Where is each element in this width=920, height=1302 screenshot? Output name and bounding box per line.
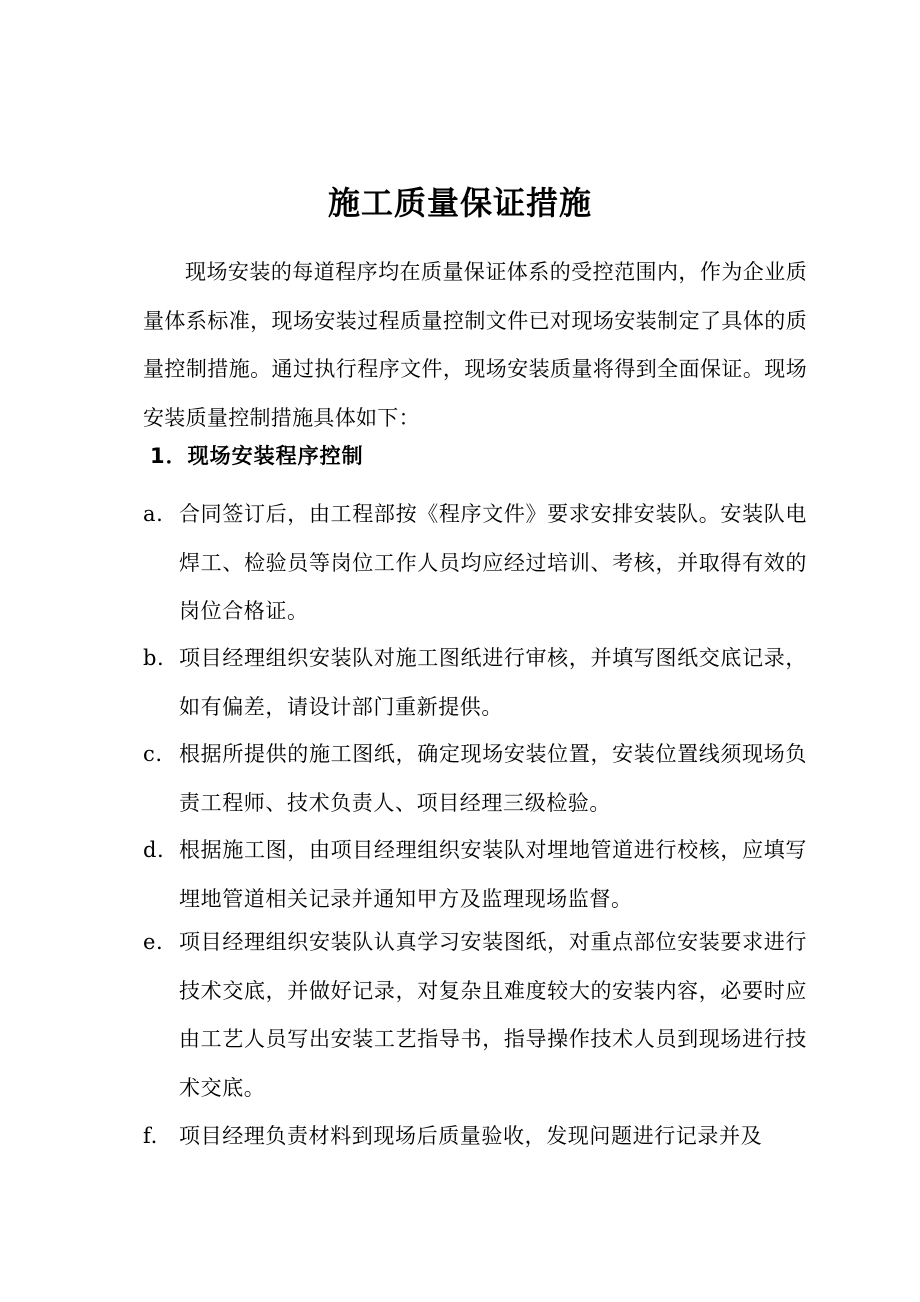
- intro-paragraph: 现场安装的每道程序均在质量保证体系的受控范围内，作为企业质量体系标准，现场安装过程质量控制文件已对现场安装制定了具体的质量控制措施。通过执行程序文件，现场安装质量将得到全面保证。现场安装质量控制措施具体如下：: [143, 260, 807, 430]
- list-item-text: 合同签订后，由工程部按《程序文件》要求安排安装队。安装队电焊工、检验员等岗位工作人员均应经过培训、考核，并取得有效的岗位合格证。: [179, 502, 807, 623]
- list-item: [143, 918, 807, 1112]
- list-item: [143, 730, 807, 827]
- list-item-text: 项目经理组织安装队认真学习安装图纸，对重点部位安装要求进行技术交底，并做好记录，对复杂且难度较大的安装内容，必要时应由工艺人员写出安装工艺指导书，指导操作技术人员到现场进行技术交底。: [179, 930, 807, 1100]
- list-item-text: 项目经理负责材料到现场后质量验收，发现问题进行记录并及: [179, 1124, 763, 1148]
- list-item-label: d.: [143, 838, 165, 862]
- list-item-label: a.: [143, 502, 164, 526]
- list-item: [143, 1112, 807, 1161]
- list-item: [143, 490, 807, 636]
- list-item-text: 根据施工图，由项目经理组织安装队对埋地管道进行校核，应填写埋地管道相关记录并通知甲方及监理现场监督。: [179, 838, 807, 911]
- section-heading: 1．现场安装程序控制: [150, 444, 364, 468]
- page-title: 施工质量保证措施: [327, 184, 592, 222]
- list-item-label: e.: [143, 930, 164, 954]
- list-item: [143, 826, 807, 923]
- list-item-label: f.: [143, 1124, 158, 1148]
- list-item-label: b.: [143, 646, 165, 670]
- list-item: [143, 634, 807, 731]
- list-item-text: 根据所提供的施工图纸，确定现场安装位置，安装位置线须现场负责工程师、技术负责人、项目经理三级检验。: [179, 742, 807, 815]
- list-item-text: 项目经理组织安装队对施工图纸进行审核，并填写图纸交底记录，如有偏差，请设计部门重新提供。: [179, 646, 807, 719]
- list-item-label: c.: [143, 742, 163, 766]
